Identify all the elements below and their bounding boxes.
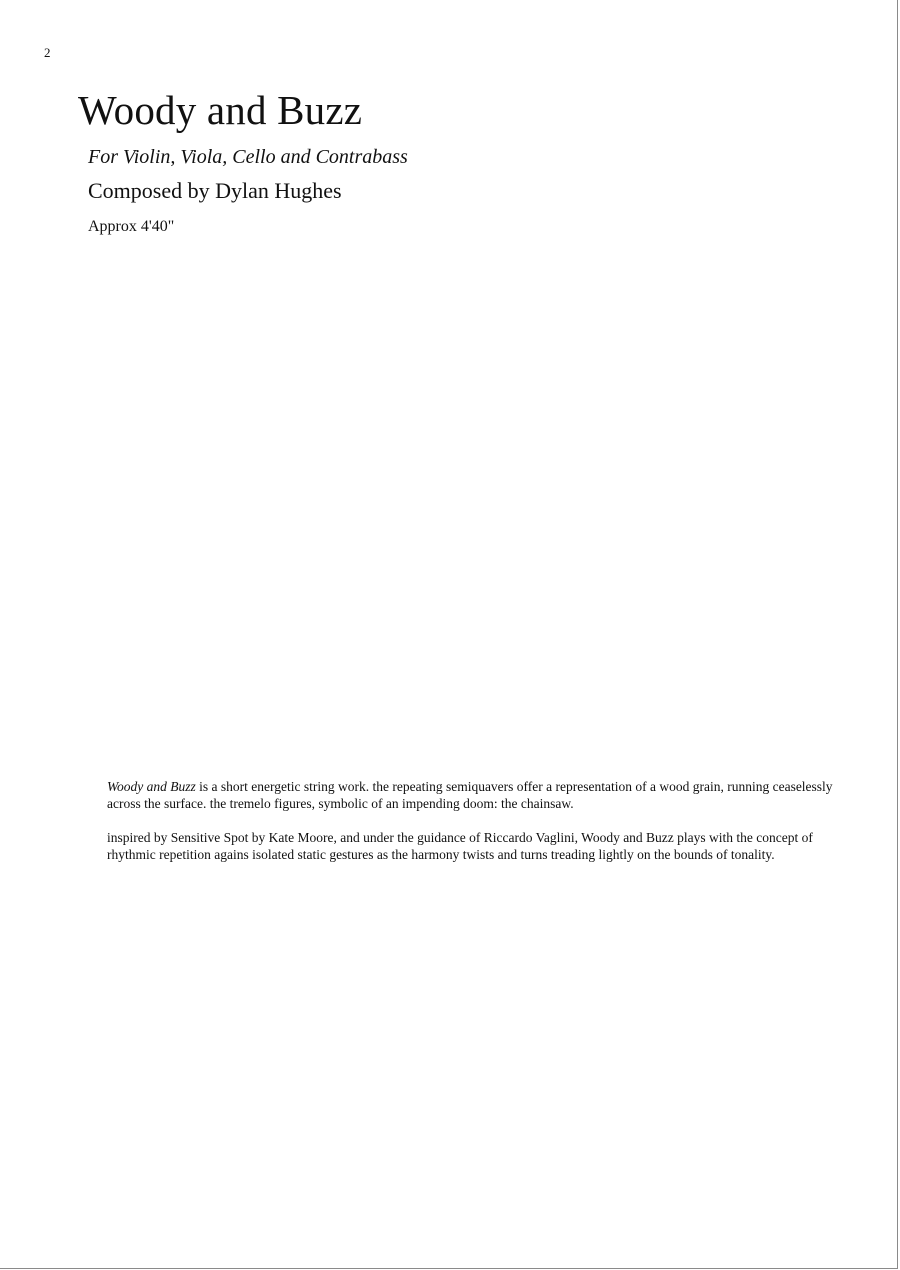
programme-note-paragraph-1	[107, 778, 837, 812]
programme-note-work-title: Woody and Buzz	[107, 779, 196, 794]
programme-note-paragraph-2: inspired by Sensitive Spot by Kate Moore, and under the guidance of Riccardo Vaglini, Woody and Buzz plays with the concept of rhythmic repetition agains isolated static gestures as the harmony twists and turns treading lightly on the bounds of tonality.	[107, 830, 813, 862]
composer-credit: Composed by Dylan Hughes	[88, 178, 342, 203]
instrumentation-subtitle: For Violin, Viola, Cello and Contrabass	[88, 146, 408, 168]
programme-note-paragraph-1-text: is a short energetic string work. the repeating semiquavers offer a representation of a wood grain, running ceaselessly across the surface. the tremelo figures, symbolic of an impending doom: the chainsaw.	[107, 779, 833, 811]
duration-label: Approx 4'40"	[88, 218, 175, 235]
work-title: Woody and Buzz	[78, 87, 363, 133]
page-number: 2	[44, 45, 51, 60]
programme-note	[107, 778, 837, 880]
